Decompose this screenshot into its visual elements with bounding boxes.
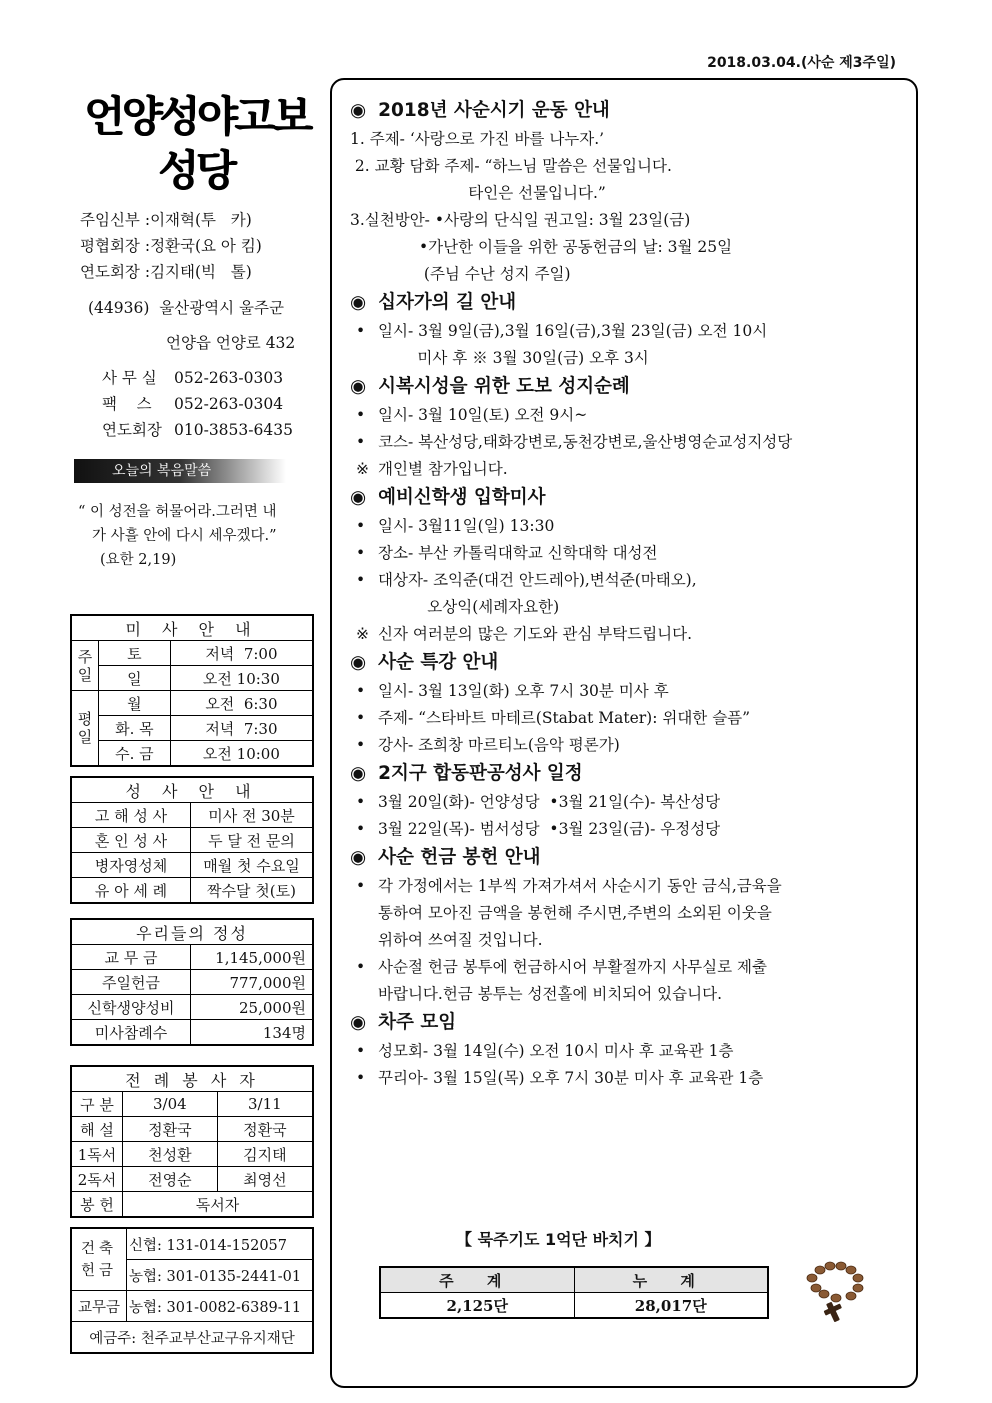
phone-number: 052-263-0303 [174, 369, 284, 387]
servers-person: 정환국 [123, 1117, 218, 1142]
note-mark-icon: ※ [356, 625, 369, 643]
servers-role: 2독서 [71, 1167, 123, 1192]
offering-amount: 134명 [191, 1020, 314, 1046]
phone-label: 연도회장 [102, 421, 162, 439]
rosary-col-total: 누 계 [574, 1267, 768, 1293]
section-title [350, 1008, 910, 1038]
section-line-text: 일시- 3월 13일(화) 오후 7시 30분 미사 후 [378, 682, 669, 700]
bullet-icon: • [356, 736, 366, 754]
servers-person: 천성환 [123, 1142, 218, 1167]
section-marker-icon: ◉ [350, 652, 367, 673]
sacrament-info: 미사 전 30분 [191, 803, 314, 828]
section-line-text: 3월 20일(화)- 언양성당 •3월 21일(수)- 복산성당 [378, 793, 721, 811]
section-title-text: 예비신학생 입학미사 [378, 487, 546, 508]
mass-time: 오전 6:30 [170, 691, 313, 716]
phone-label: 팩 스 [102, 395, 152, 413]
section-title [350, 648, 910, 678]
section-line-text: 신자 여러분의 많은 기도와 관심 부탁드립니다. [378, 625, 693, 643]
rosary-title: 【 묵주기도 1억단 바치기 】 [456, 1230, 661, 1249]
servers-person: 정환국 [217, 1117, 313, 1142]
section-title-text: 시복시성을 위한 도보 성지순례 [378, 376, 630, 397]
building-fund-label: 건축헌금 [71, 1228, 127, 1291]
section-line-text: 일시- 3월11일(일) 13:30 [378, 517, 555, 535]
staff-name: :정환국(요 아 킴) [144, 237, 262, 255]
section-title-text: 2지구 합동판공성사 일정 [378, 763, 583, 784]
servers-col-header: 3/04 [123, 1092, 218, 1117]
mass-time: 저녁 7:30 [170, 716, 313, 741]
bullet-icon: • [356, 682, 366, 700]
section-line [350, 429, 910, 456]
section-line [350, 261, 910, 288]
section-line [350, 402, 910, 429]
servers-person: 독서자 [123, 1192, 314, 1218]
bullet-icon: • [356, 793, 366, 811]
mass-table [70, 614, 314, 767]
section-line [350, 954, 910, 981]
section-line [350, 900, 910, 927]
phone-number: 052-263-0304 [174, 395, 284, 413]
section-line [350, 180, 910, 207]
sacrament-info: 두 달 전 문의 [191, 828, 314, 853]
section-line-text: 타인은 선물입니다.” [350, 184, 606, 202]
section-line-text: 일시- 3월 10일(토) 오전 9시~ [378, 406, 588, 424]
staff-pastor [80, 208, 252, 230]
section-marker-icon: ◉ [350, 847, 367, 868]
phone-fax [102, 392, 283, 414]
section-line [350, 153, 910, 180]
bullet-icon: • [356, 544, 366, 562]
offering-name: 미사참례수 [71, 1020, 191, 1046]
section-line-text: 통하여 모아진 금액을 봉헌해 주시면,주변의 소외된 이웃을 [378, 904, 772, 922]
section-title-text: 사순 특강 안내 [378, 652, 499, 673]
building-account: 신협: 131-014-152057 [127, 1228, 314, 1260]
sacrament-info: 매월 첫 수요일 [191, 853, 314, 878]
staff-name: :김지태(빅 톨) [144, 263, 252, 281]
bullet-icon: • [356, 571, 366, 589]
section-line [350, 1038, 910, 1065]
section-line [350, 705, 910, 732]
section-line-text: 각 가정에서는 1부씩 가져가셔서 사순시기 동안 금식,금육을 [378, 877, 782, 895]
bullet-icon: • [356, 709, 366, 727]
sacraments-header: 성 사 안 내 [71, 777, 313, 803]
sacraments-table [70, 776, 314, 904]
staff-name: :이재혁(투 카) [144, 211, 252, 229]
section-line [350, 732, 910, 759]
parish-name: 언양성야고보 [84, 92, 310, 141]
offerings-table [70, 918, 314, 1046]
servers-table [70, 1065, 314, 1218]
section-line-text: 3월 22일(목)- 범서성당 •3월 23일(금)- 우정성당 [378, 820, 721, 838]
offering-amount: 1,145,000원 [191, 945, 314, 970]
section-title-text: 십자가의 길 안내 [378, 292, 517, 313]
staff-funeral-president [80, 260, 252, 282]
sacrament-name: 고 해 성 사 [71, 803, 191, 828]
section-line-text: 장소- 부산 카톨릭대학교 신학대학 대성전 [378, 544, 658, 562]
mass-time: 저녁 7:00 [170, 641, 313, 666]
staff-role: 연도회장 [80, 263, 140, 281]
section-line-text: 미사 후 ※ 3월 30일(금) 오후 3시 [378, 349, 649, 367]
gospel-text [78, 500, 314, 572]
section-marker-icon: ◉ [350, 1012, 367, 1033]
servers-person: 전영순 [123, 1167, 218, 1192]
servers-role: 봉 헌 [71, 1192, 123, 1218]
rosary-col-weekly: 주 계 [380, 1267, 574, 1293]
bullet-icon: • [356, 1042, 366, 1060]
section-line [350, 318, 910, 345]
bullet-icon: • [356, 1069, 366, 1087]
section-line-text: 개인별 참가입니다. [378, 460, 508, 478]
section-line-text: 일시- 3월 9일(금),3월 16일(금),3월 23일(금) 오전 10시 [378, 322, 768, 340]
section-marker-icon: ◉ [350, 292, 367, 313]
notices-content [350, 96, 910, 1092]
mass-day: 수. 금 [99, 741, 171, 767]
bullet-icon: • [356, 406, 366, 424]
section-marker-icon: ◉ [350, 763, 367, 784]
mass-time: 오전 10:30 [170, 666, 313, 691]
section-marker-icon: ◉ [350, 100, 367, 121]
phone-number: 010-3853-6435 [174, 421, 293, 439]
sacrament-name: 혼 인 성 사 [71, 828, 191, 853]
servers-person: 최영선 [217, 1167, 313, 1192]
bullet-icon: • [356, 433, 366, 451]
section-line [350, 540, 910, 567]
address-line2: 언양읍 언양로 432 [166, 334, 296, 352]
bullet-icon: • [356, 322, 366, 340]
servers-role: 1독서 [71, 1142, 123, 1167]
accounts-table [70, 1227, 314, 1354]
offerings-header: 우리들의 정성 [71, 919, 313, 945]
section-title [350, 843, 910, 873]
section-line-text: (주님 수난 성지 주일) [350, 265, 571, 283]
section-line [350, 873, 910, 900]
section-line [350, 513, 910, 540]
servers-person: 김지태 [217, 1142, 313, 1167]
section-line [350, 678, 910, 705]
section-line [350, 234, 910, 261]
building-account: 농협: 301-0135-2441-01 [127, 1260, 314, 1291]
section-line [350, 816, 910, 843]
bullet-icon: • [356, 517, 366, 535]
offering-amount: 25,000원 [191, 995, 314, 1020]
rosary-image [800, 1250, 876, 1326]
weekday-label: 평일 [71, 691, 99, 767]
section-marker-icon: ◉ [350, 487, 367, 508]
section-title [350, 759, 910, 789]
section-line-text: 코스- 복산성당,태화강변로,동천강변로,울산병영순교성지성당 [378, 433, 793, 451]
section-line-text: 2. 교황 담화 주제- “하느님 말씀은 선물입니다. [350, 157, 672, 175]
section-line [350, 207, 910, 234]
section-line-text: 1. 주제- ‘사랑으로 가진 바를 나누자.’ [350, 130, 605, 148]
offering-name: 교 무 금 [71, 945, 191, 970]
section-title [350, 483, 910, 513]
section-line-text: 꾸리아- 3월 15일(목) 오후 7시 30분 미사 후 교육관 1층 [378, 1069, 764, 1087]
section-line [350, 456, 910, 483]
offering-name: 신학생양성비 [71, 995, 191, 1020]
sacrament-name: 병자영성체 [71, 853, 191, 878]
parish-name-suffix: 성당 [158, 146, 234, 195]
gospel-line: “ 이 성전을 허물어라.그러면 내 [78, 504, 277, 520]
staff-role: 주임신부 [80, 211, 140, 229]
mass-day: 화. 목 [99, 716, 171, 741]
mass-time: 오전 10:00 [170, 741, 313, 767]
sacrament-name: 유 아 세 례 [71, 878, 191, 904]
section-line-text: 주제- “스타바트 마테르(Stabat Mater): 위대한 슬픔” [378, 709, 751, 727]
rosary-total-value: 28,017단 [574, 1293, 768, 1319]
mass-day: 일 [99, 666, 171, 691]
staff-council-president [80, 234, 262, 256]
rosary-table [379, 1266, 769, 1319]
section-line-text: 바랍니다.헌금 봉투는 성전홀에 비치되어 있습니다. [378, 985, 722, 1003]
section-title-text: 사순 헌금 봉헌 안내 [378, 847, 541, 868]
section-line [350, 1065, 910, 1092]
rosary-weekly-value: 2,125단 [380, 1293, 574, 1319]
bullet-icon: • [356, 958, 366, 976]
section-line-text: 위하여 쓰여질 것입니다. [378, 931, 543, 949]
tithe-account: 농협: 301-0082-6389-11 [127, 1291, 314, 1322]
sunday-label: 주일 [71, 641, 99, 691]
account-holder: 예금주: 천주교부산교구유지재단 [71, 1322, 313, 1354]
phone-label: 사 무 실 [102, 369, 157, 387]
section-line [350, 345, 910, 372]
servers-header: 전 례 봉 사 자 [71, 1066, 313, 1092]
mass-day: 토 [99, 641, 171, 666]
bulletin-date: 2018.03.04.(사순 제3주일) [707, 55, 896, 71]
address-line1: (44936) 울산광역시 울주군 [88, 299, 284, 317]
section-title-text: 차주 모임 [378, 1012, 457, 1033]
servers-col-header: 구 분 [71, 1092, 123, 1117]
section-line-text: 3.실천방안- •사랑의 단식일 권고일: 3월 23일(금) [350, 211, 691, 229]
section-title [350, 288, 910, 318]
phone-funeral [102, 418, 293, 440]
section-line [350, 126, 910, 153]
section-title [350, 96, 910, 126]
bullet-icon: • [356, 820, 366, 838]
section-line [350, 567, 910, 594]
gospel-header: 오늘의 복음말씀 [74, 459, 286, 483]
offering-amount: 777,000원 [191, 970, 314, 995]
servers-col-header: 3/11 [217, 1092, 313, 1117]
servers-role: 해 설 [71, 1117, 123, 1142]
section-line [350, 594, 910, 621]
section-line-text: 강사- 조희창 마르티노(음악 평론가) [378, 736, 620, 754]
sacrament-info: 짝수달 첫(토) [191, 878, 314, 904]
section-line [350, 981, 910, 1008]
bullet-icon: • [356, 877, 366, 895]
note-mark-icon: ※ [356, 460, 369, 478]
section-line-text: •가난한 이들을 위한 공동헌금의 날: 3월 25일 [350, 238, 733, 256]
section-line [350, 789, 910, 816]
tithe-label: 교무금 [71, 1291, 127, 1322]
staff-role: 평협회장 [80, 237, 140, 255]
mass-day: 월 [99, 691, 171, 716]
phone-office [102, 366, 283, 388]
offering-name: 주일헌금 [71, 970, 191, 995]
mass-table-header: 미 사 안 내 [71, 615, 313, 641]
section-line-text: 사순절 헌금 봉투에 헌금하시어 부활절까지 사무실로 제출 [378, 958, 767, 976]
section-title-text: 2018년 사순시기 운동 안내 [378, 100, 610, 121]
section-line-text: 오상익(세례자요한) [378, 598, 560, 616]
gospel-line: 가 사흘 안에 다시 세우겠다.” [92, 528, 277, 544]
section-line-text: 성모회- 3월 14일(수) 오전 10시 미사 후 교육관 1층 [378, 1042, 734, 1060]
section-marker-icon: ◉ [350, 376, 367, 397]
section-line [350, 927, 910, 954]
section-line [350, 621, 910, 648]
section-title [350, 372, 910, 402]
gospel-reference: (요한 2,19) [100, 552, 177, 568]
section-line-text: 대상자- 조익준(대건 안드레아),변석준(마태오), [378, 571, 697, 589]
